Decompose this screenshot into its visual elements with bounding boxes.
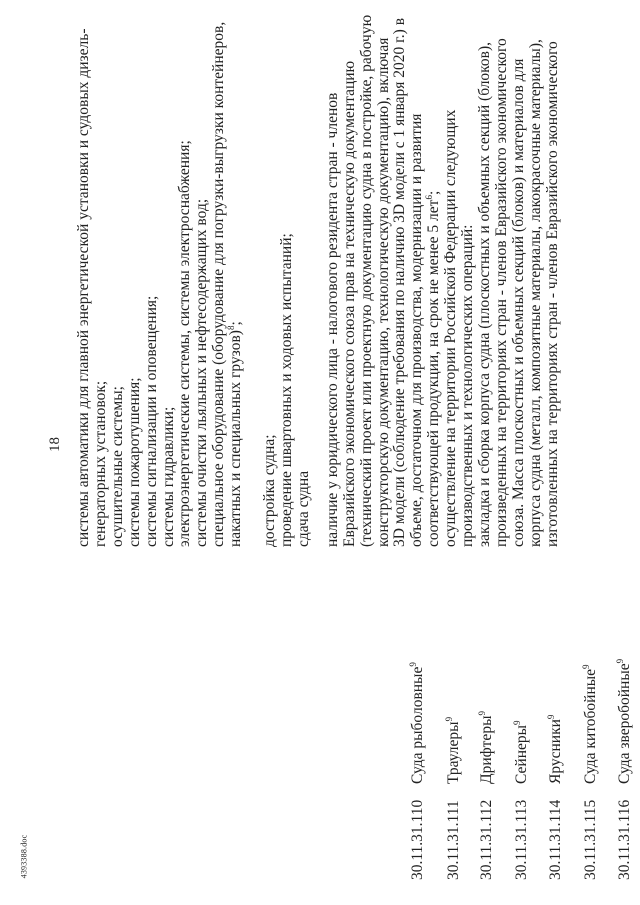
product-name: Траулеры$^9$ bbox=[443, 716, 462, 784]
op-line: производственных и технологических операций: bbox=[459, 224, 477, 547]
op-line: соответствующей продукции, на срок не менее 5 лет$^6$; bbox=[424, 190, 443, 547]
product-name: Ярусники$^9$ bbox=[545, 714, 564, 784]
op-line: объеме, достаточном для производства, модернизации и развития bbox=[408, 113, 426, 547]
op-line: конструкторскую документацию, технологическую документацию), включая bbox=[374, 37, 392, 547]
product-name: Сейнеры$^9$ bbox=[511, 720, 530, 784]
op-line: генераторных установок; bbox=[91, 380, 109, 547]
op-line: Евразийского экономического союза прав на техническую документацию bbox=[340, 60, 358, 547]
op-line: произведенных на территориях стран - членов Евразийского экономического bbox=[492, 38, 510, 547]
footer-filename: 4393388.doc bbox=[19, 834, 29, 879]
op-line: сдача судна bbox=[294, 470, 312, 547]
rotated-page bbox=[75, 14, 633, 880]
product-code: 30.11.31.115 bbox=[582, 799, 599, 880]
op-line: 3D модели (соблюдение требования по наличию 3D модели с 1 января 2020 г.) в bbox=[391, 17, 409, 547]
product-name: Суда зверобойные$^9$ bbox=[614, 658, 633, 784]
product-name: Суда китобойные$^9$ bbox=[580, 664, 599, 784]
op-line: накатных и специальных грузов)$^8$; bbox=[226, 321, 245, 547]
op-line: системы пожаротушения; bbox=[125, 377, 143, 547]
op-line: наличие у юридического лица - налогового резидента стран - членов bbox=[323, 92, 341, 547]
product-name: Дрифтеры$^9$ bbox=[476, 711, 495, 784]
op-line: закладка и сборка корпуса судна (плоскостных и объемных секций (блоков), bbox=[475, 41, 493, 547]
op-line: корпуса судна (металл, композитные материалы, лакокрасочные материалы), bbox=[526, 39, 544, 547]
page-number: 18 bbox=[47, 437, 63, 452]
op-line: системы автоматики для главной энергетической установки и судовых дизель- bbox=[75, 28, 92, 547]
op-line: союза. Масса плоскостных и объемных секций (блоков) и материалов для bbox=[509, 58, 527, 547]
op-line: специальное оборудование (оборудование для погрузки-выгрузки контейнеров, bbox=[210, 21, 228, 547]
op-line: проведение швартовных и ходовых испытаний; bbox=[277, 233, 295, 547]
op-line: достройка судна; bbox=[261, 434, 279, 547]
product-code: 30.11.31.110 bbox=[409, 799, 426, 880]
op-line: изготовленных на территориях стран - членов Евразийского экономического bbox=[543, 41, 561, 547]
operations-column bbox=[75, 14, 561, 547]
product-code: 30.11.31.116 bbox=[616, 799, 633, 880]
product-code: 30.11.31.112 bbox=[478, 799, 495, 880]
op-line: осушительные системы; bbox=[108, 386, 126, 547]
op-line: системы очистки льяльных и нефтесодержащих вод; bbox=[193, 198, 211, 547]
op-line: электроэнергетические системы, системы электроснабжения; bbox=[176, 140, 194, 547]
op-line: системы сигнализации и оповещения; bbox=[142, 295, 160, 547]
product-code: 30.11.31.114 bbox=[547, 799, 564, 880]
product-code: 30.11.31.113 bbox=[513, 799, 530, 880]
product-code: 30.11.31.111 bbox=[445, 800, 462, 880]
op-line: (технический проект или проектную документацию судна в постройке, рабочую bbox=[357, 14, 375, 547]
op-line: осуществление на территории Российской Федерации следующих bbox=[442, 109, 460, 547]
op-line: системы гидравлики; bbox=[159, 406, 177, 547]
product-name: Суда рыболовные$^9$ bbox=[407, 662, 426, 784]
